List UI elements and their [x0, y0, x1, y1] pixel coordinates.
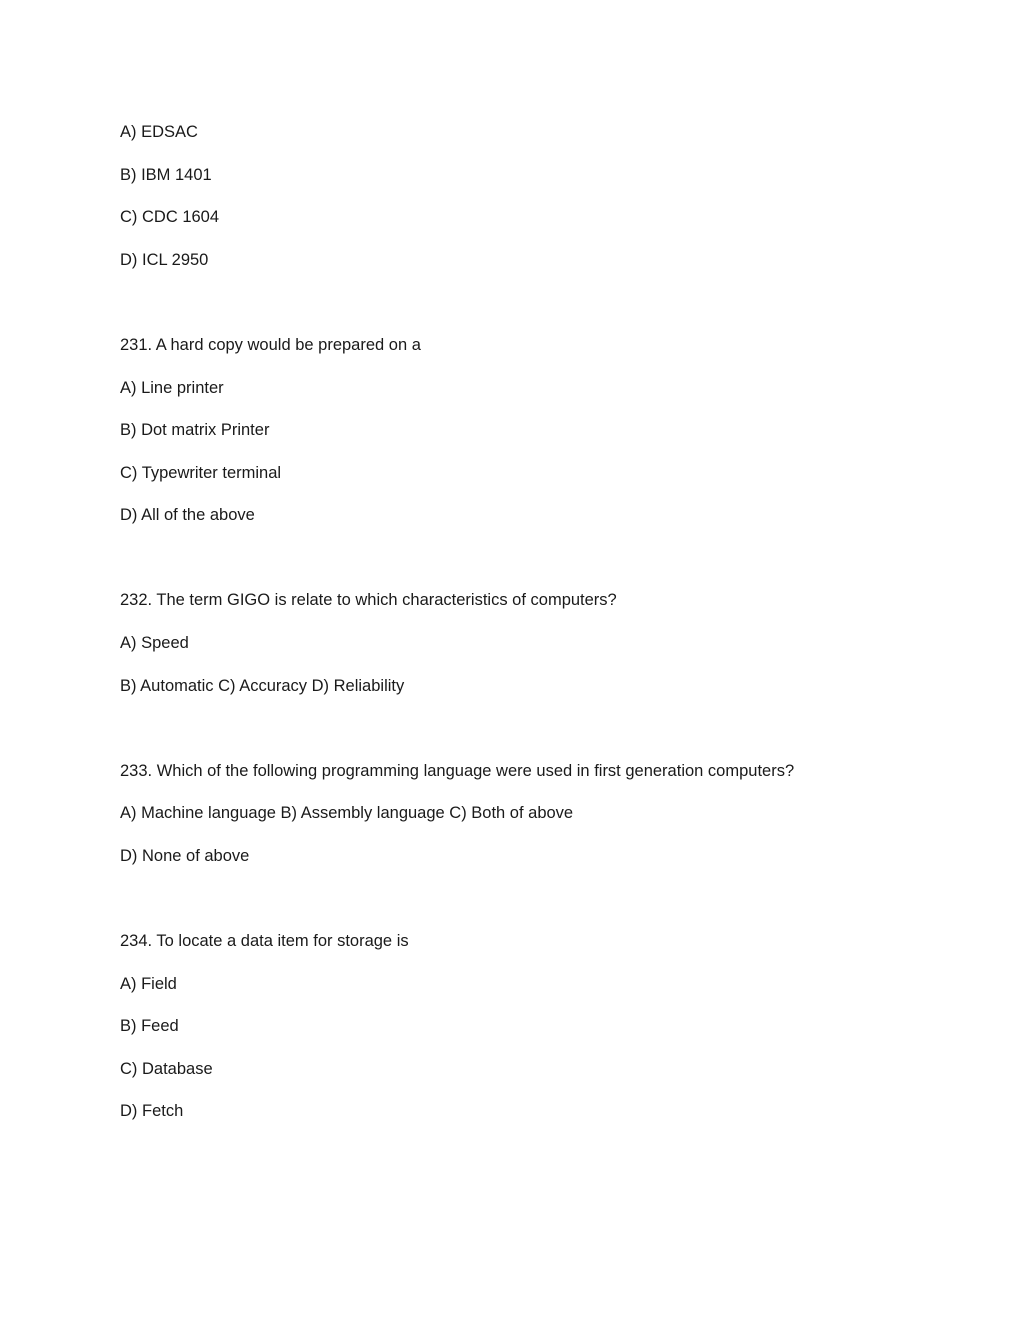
option-b-c-d: B) Automatic C) Accuracy D) Reliability [120, 677, 405, 695]
option-a: A) EDSAC [120, 123, 198, 141]
option-a-b-c: A) Machine language B) Assembly language C) Both of above [120, 804, 574, 822]
option-a: A) Line printer [120, 379, 224, 397]
question-231: 231. A hard copy would be prepared on a [120, 336, 421, 354]
option-b: B) Dot matrix Printer [120, 421, 270, 439]
option-b: B) Feed [120, 1017, 179, 1035]
question-232: 232. The term GIGO is relate to which characteristics of computers? [120, 591, 617, 609]
option-c: C) CDC 1604 [120, 208, 220, 226]
option-d: D) Fetch [120, 1102, 184, 1120]
option-d: D) All of the above [120, 506, 255, 524]
option-a: A) Field [120, 975, 177, 993]
option-a: A) Speed [120, 634, 189, 652]
option-d: D) None of above [120, 847, 250, 865]
question-233: 233. Which of the following programming language were used in first generation computers? [120, 762, 795, 780]
question-234: 234. To locate a data item for storage is [120, 932, 409, 950]
option-c: C) Typewriter terminal [120, 464, 282, 482]
option-c: C) Database [120, 1060, 213, 1078]
option-b: B) IBM 1401 [120, 166, 212, 184]
option-d: D) ICL 2950 [120, 251, 209, 269]
